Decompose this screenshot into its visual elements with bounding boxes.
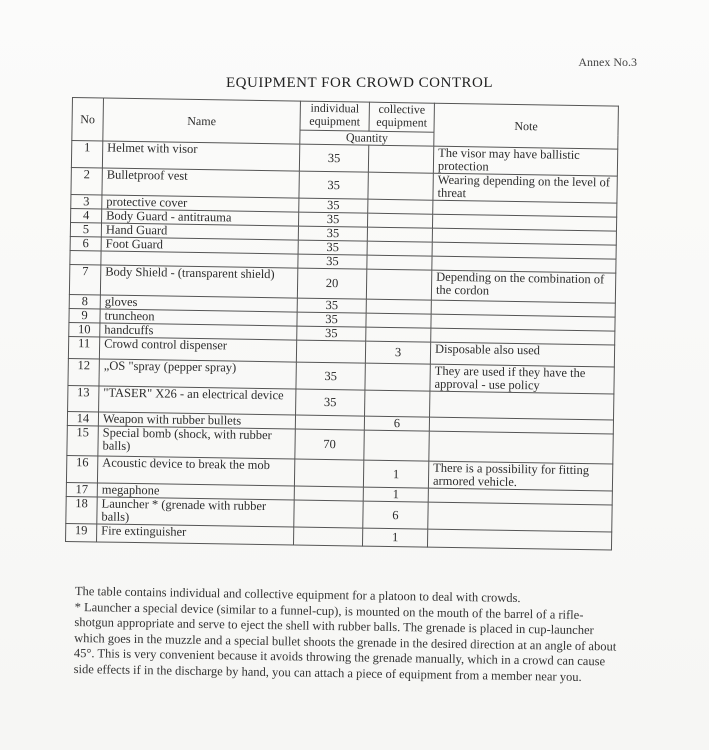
cell-no: 4 <box>71 208 102 222</box>
cell-name: Crowd control dispenser <box>99 337 296 362</box>
header-quantity: Quantity <box>300 130 434 146</box>
cell-collective <box>367 227 432 242</box>
cell-individual: 35 <box>297 326 366 341</box>
cell-collective <box>367 255 432 270</box>
cell-no: 12 <box>68 358 99 385</box>
cell-name: Helmet with visor <box>102 141 299 171</box>
cell-name: Weapon with rubber bullets <box>98 412 295 429</box>
cell-collective: 6 <box>364 416 429 431</box>
cell-collective <box>366 299 431 314</box>
cell-name: Fire extinguisher <box>97 524 294 545</box>
cell-individual: 20 <box>297 268 366 299</box>
cell-individual <box>293 527 362 546</box>
cell-no: 13 <box>68 385 99 411</box>
cell-individual: 35 <box>299 198 368 213</box>
cell-collective <box>366 327 431 342</box>
cell-individual: 35 <box>299 212 368 227</box>
cell-individual <box>294 500 363 528</box>
cell-note <box>427 529 611 550</box>
cell-name: Hand Guard <box>101 223 298 240</box>
cell-note <box>430 391 614 420</box>
cell-note: The visor may have ballistic protection <box>433 146 617 176</box>
cell-individual: 35 <box>298 226 367 241</box>
footnote-paragraph-1: The table contains individual and collective equipment for a platoon to deal with crowds. <box>74 584 521 605</box>
cell-no: 8 <box>69 294 100 308</box>
cell-name: truncheon <box>100 309 297 326</box>
cell-no: 5 <box>70 222 101 236</box>
cell-collective: 1 <box>362 528 427 547</box>
cell-collective <box>367 213 432 228</box>
cell-individual: 35 <box>297 312 366 327</box>
cell-collective <box>367 241 432 256</box>
cell-individual: 35 <box>299 171 368 199</box>
header-name: Name <box>103 98 301 144</box>
cell-collective: 3 <box>365 341 430 364</box>
cell-collective: 1 <box>363 487 428 502</box>
cell-individual <box>296 340 365 363</box>
cell-collective <box>368 145 433 173</box>
cell-name: handcuffs <box>100 323 297 340</box>
cell-note: They are used if they have the approval - use policy <box>430 364 614 394</box>
cell-name: "TASER" X26 - an electrical device <box>99 386 296 415</box>
cell-individual: 35 <box>298 240 367 255</box>
cell-collective <box>365 390 430 417</box>
header-collective: collective equipment <box>369 102 434 132</box>
cell-no: 14 <box>67 411 98 425</box>
cell-collective <box>366 269 431 300</box>
cell-individual: 35 <box>299 144 368 172</box>
cell-individual <box>294 459 363 487</box>
cell-individual: 35 <box>298 254 367 269</box>
cell-note: Depending on the combination of the cordon <box>431 270 615 303</box>
cell-no: 2 <box>71 167 102 194</box>
cell-individual: 35 <box>296 389 365 416</box>
page-title: EQUIPMENT FOR CROWD CONTROL <box>226 75 493 91</box>
cell-individual: 70 <box>295 429 364 460</box>
cell-name: Foot Guard <box>101 237 298 254</box>
cell-collective <box>368 199 433 214</box>
cell-no: 9 <box>69 308 100 322</box>
header-individual: individual equipment <box>300 101 369 131</box>
cell-name: Special bomb (shock, with rubber balls) <box>98 426 295 459</box>
cell-collective <box>366 313 431 328</box>
cell-no: 16 <box>66 455 97 482</box>
cell-no: 7 <box>69 264 100 294</box>
cell-collective <box>365 363 430 391</box>
cell-no: 6 <box>70 236 101 250</box>
cell-individual: 35 <box>297 298 366 313</box>
header-no: No <box>72 98 104 141</box>
cell-name: megaphone <box>97 483 294 500</box>
cell-no: 3 <box>71 194 102 208</box>
cell-no: 18 <box>66 496 97 523</box>
cell-name: Body Guard - antitrauma <box>102 209 299 226</box>
cell-name: Bulletproof vest <box>102 168 299 198</box>
cell-individual: 35 <box>296 362 365 390</box>
cell-no: 10 <box>69 322 100 336</box>
cell-individual <box>295 415 364 430</box>
cell-name: protective cover <box>102 195 299 212</box>
cell-no: 15 <box>67 425 98 455</box>
cell-no <box>70 250 101 264</box>
cell-collective: 6 <box>363 501 428 529</box>
cell-collective <box>368 172 433 200</box>
cell-note: Wearing depending on the level of threat <box>433 173 617 203</box>
cell-name: Body Shield - (transparent shield) <box>100 265 297 298</box>
footnote-paragraph-2: * Launcher a special device (similar to a funnel-cup), is mounted on the mouth of the barrel of a rifle-shotgun appropriate and serve to eject the shell with rubber balls. The grenade is placed in cup-launcher which goes in the muzzle and a special bullet shoots the grenade in the desired direction at an angle of about 45°. This is very convenient because it avoids throwing the grenade manually, which in a crowd can cause side effects if in the discharge by hand, you can attach a piece of equipment from a member near you. <box>73 599 617 684</box>
cell-note <box>429 431 613 464</box>
equipment-table <box>65 97 619 551</box>
cell-individual <box>294 486 363 501</box>
cell-name: Acoustic device to break the mob <box>97 456 294 486</box>
cell-name: Launcher * (grenade with rubber balls) <box>97 497 294 527</box>
cell-collective <box>364 430 429 461</box>
cell-no: 1 <box>71 141 102 168</box>
cell-name: „OS "spray (pepper spray) <box>99 359 296 389</box>
cell-note: There is a possibility for fitting armored vehicle. <box>428 461 612 491</box>
cell-collective: 1 <box>363 460 428 488</box>
cell-note: Disposable also used <box>430 342 614 367</box>
annex-label: Annex No.3 <box>578 55 637 69</box>
cell-note <box>428 502 612 532</box>
cell-no: 19 <box>66 523 97 541</box>
header-note: Note <box>434 103 619 149</box>
cell-no: 17 <box>66 482 97 496</box>
cell-no: 11 <box>68 336 99 358</box>
footnote-text <box>74 584 620 686</box>
cell-name: gloves <box>100 295 297 312</box>
